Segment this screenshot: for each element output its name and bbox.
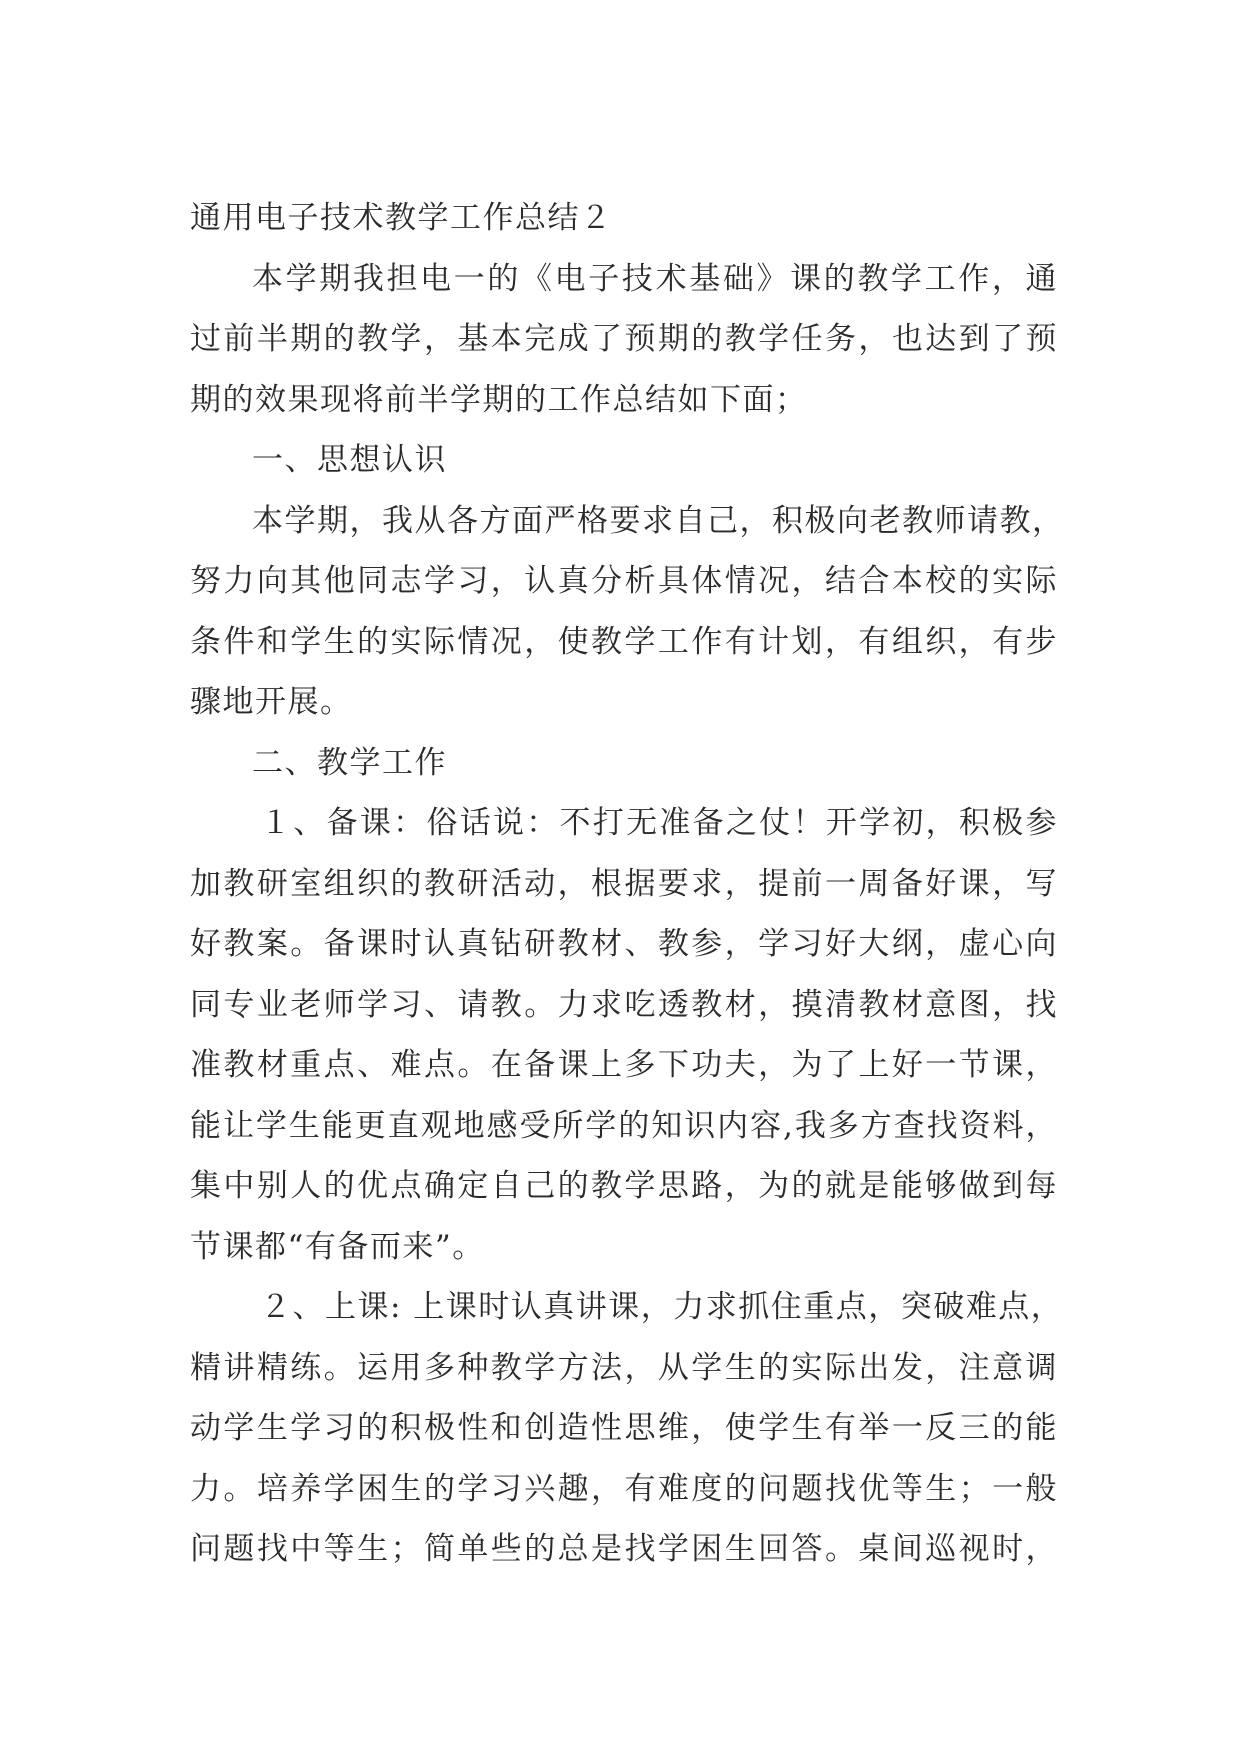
text-line: 期的效果现将前半学期的工作总结如下面； <box>190 381 808 418</box>
text-line: 骤地开展。 <box>190 684 353 720</box>
text-line: 节课都“有备而来”。 <box>190 1228 485 1265</box>
paragraph-lesson-prep <box>190 793 1058 1277</box>
text-line: 问题找中等生；简单些的总是找学困生回答。桌间巡视时， <box>190 1531 1058 1567</box>
paragraph-thought <box>190 491 1065 733</box>
text-line: 集中别人的优点确定自己的教学思路，为的就是能够做到每 <box>190 1168 1058 1204</box>
section-heading-1 <box>190 430 1058 491</box>
text-line: 条件和学生的实际情况，使教学工作有计划，有组织，有步 <box>190 623 1058 660</box>
section-heading-text: 二、教学工作 <box>252 744 447 781</box>
text-line: 同专业老师学习、请教。力求吃透教材，摸清教材意图，找 <box>190 986 1058 1023</box>
text-line: 本学期，我从各方面严格要求自己，积极向老教师请教， <box>252 502 1065 539</box>
text-line: ２、上课: 上课时认真讲课，力求抓住重点，突破难点， <box>260 1289 1064 1325</box>
paragraph-class <box>190 1277 1064 1580</box>
text-line: 本学期我担电一的《电子技术基础》课的教学工作，通 <box>252 260 1058 297</box>
text-line: 加教研室组织的教研活动，根据要求，提前一周备好课，写 <box>190 865 1058 902</box>
text-line: 努力向其他同志学习，认真分析具体情况，结合本校的实际 <box>190 563 1058 599</box>
paragraph-intro <box>190 249 1058 431</box>
document-title: 通用电子技术教学工作总结２ <box>190 200 613 236</box>
text-line: １、备课：俗话说：不打无准备之仗！开学初，积极参 <box>260 805 1058 841</box>
text-line: 过前半期的教学，基本完成了预期的教学任务，也达到了预 <box>190 321 1058 357</box>
section-heading-2 <box>190 733 1058 794</box>
text-line: 好教案。备课时认真钻研教材、教参，学习好大纲，虚心向 <box>190 926 1058 962</box>
text-line: 准教材重点、难点。在备课上多下功夫，为了上好一节课， <box>190 1047 1058 1083</box>
section-heading-text: 一、思想认识 <box>252 442 447 478</box>
text-line: 力。培养学困生的学习兴趣，有难度的问题找优等生；一般 <box>190 1470 1058 1507</box>
text-line: 动学生学习的积极性和创造性思维，使学生有举一反三的能 <box>190 1410 1058 1446</box>
document-page <box>190 188 1065 1580</box>
text-line: 能让学生能更直观地感受所学的知识内容,我多方查找资料， <box>190 1107 1058 1144</box>
text-line: 精讲精练。运用多种教学方法，从学生的实际出发，注意调 <box>190 1349 1058 1386</box>
